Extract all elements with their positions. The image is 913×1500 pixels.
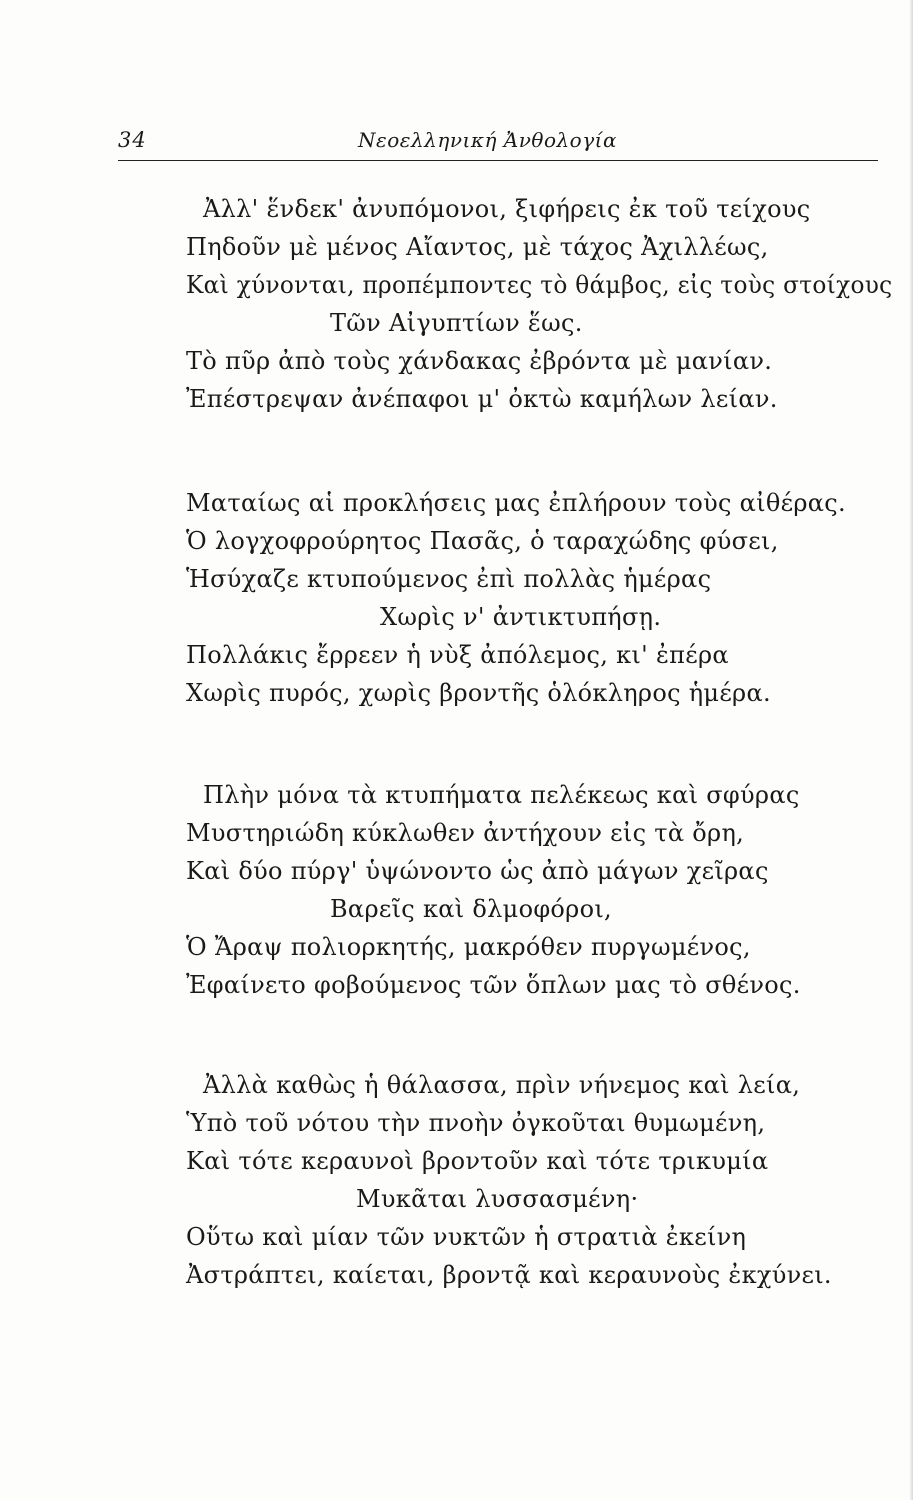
- header-rule: [118, 160, 878, 161]
- verse-line: Τῶν Αἰγυπτίων ἕως.: [330, 309, 583, 337]
- verse-line: Χωρὶς πυρός, χωρὶς βροντῆς ὁλόκληρος ἡμέρα.: [186, 679, 771, 707]
- verse-line: Τὸ πῦρ ἀπὸ τοὺς χάνδακας ἐβρόντα μὲ μανίαν.: [186, 347, 773, 375]
- verse-line: Ὑπὸ τοῦ νότου τὴν πνοὴν ὀγκοῦται θυμωμένη,: [186, 1109, 766, 1137]
- page-edge-shadow: [909, 0, 913, 1500]
- verse-line: Μυκᾶται λυσσασμένη·: [356, 1185, 639, 1213]
- verse-line: Μυστηριώδη κύκλωθεν ἀντήχουν εἰς τὰ ὄρη,: [186, 819, 745, 847]
- verse-line: Καὶ δύο πύργ' ὑψώνοντο ὡς ἀπὸ μάγων χεῖρας: [186, 857, 769, 885]
- verse-line: Ὁ λογχοφρούρητος Πασᾶς, ὁ ταραχώδης φύσει,: [186, 527, 779, 555]
- verse-line: Πολλάκις ἔρρεεν ἡ νὺξ ἀπόλεμος, κι' ἐπέρα: [186, 641, 729, 669]
- verse-line: Ἀστράπτει, καίεται, βροντᾷ καὶ κεραυνοὺς ἐκχύνει.: [186, 1261, 832, 1289]
- verse-line: Καὶ τότε κεραυνοὶ βροντοῦν καὶ τότε τρικυμία: [186, 1147, 769, 1175]
- verse-line: Ἡσύχαζε κτυπούμενος ἐπὶ πολλὰς ἡμέρας: [186, 565, 712, 593]
- verse-line: Ἐπέστρεψαν ἀνέπαφοι μ' ὀκτὼ καμήλων λείαν.: [186, 385, 778, 413]
- verse-line: Ἀλλὰ καθὼς ἡ θάλασσα, πρὶν νήνεμος καὶ λεία,: [203, 1071, 801, 1099]
- verse-line: Πηδοῦν μὲ μένος Αἴαντος, μὲ τάχος Ἀχιλλέως,: [186, 233, 769, 261]
- verse-line: Βαρεῖς καὶ δλμοφόροι,: [330, 895, 612, 923]
- verse-line: Ὁ Ἄραψ πολιορκητής, μακρόθεν πυργωμένος,: [186, 933, 751, 961]
- verse-line: Ματαίως αἱ προκλήσεις μας ἐπλήρουν τοὺς αἰθέρας.: [186, 489, 846, 517]
- verse-line: Ἐφαίνετο φοβούμενος τῶν ὅπλων μας τὸ σθένος.: [186, 971, 801, 999]
- verse-line: Ἀλλ' ἕνδεκ' ἀνυπόμονοι, ξιφήρεις ἐκ τοῦ τείχους: [203, 195, 811, 223]
- verse-line: Καὶ χύνονται, προπέμποντες τὸ θάμβος, εἰς τοὺς στοίχους: [186, 271, 893, 299]
- verse-line: Οὕτω καὶ μίαν τῶν νυκτῶν ἡ στρατιὰ ἐκείνη: [186, 1223, 747, 1251]
- verse-line: Πλὴν μόνα τὰ κτυπήματα πελέκεως καὶ σφύρας: [203, 781, 800, 809]
- book-title: Νεοελληνική Ἀνθολογία: [358, 128, 617, 152]
- verse-line: Χωρὶς ν' ἀντικτυπήσῃ.: [380, 603, 662, 631]
- page-number: 34: [118, 128, 147, 152]
- running-head: [118, 122, 878, 158]
